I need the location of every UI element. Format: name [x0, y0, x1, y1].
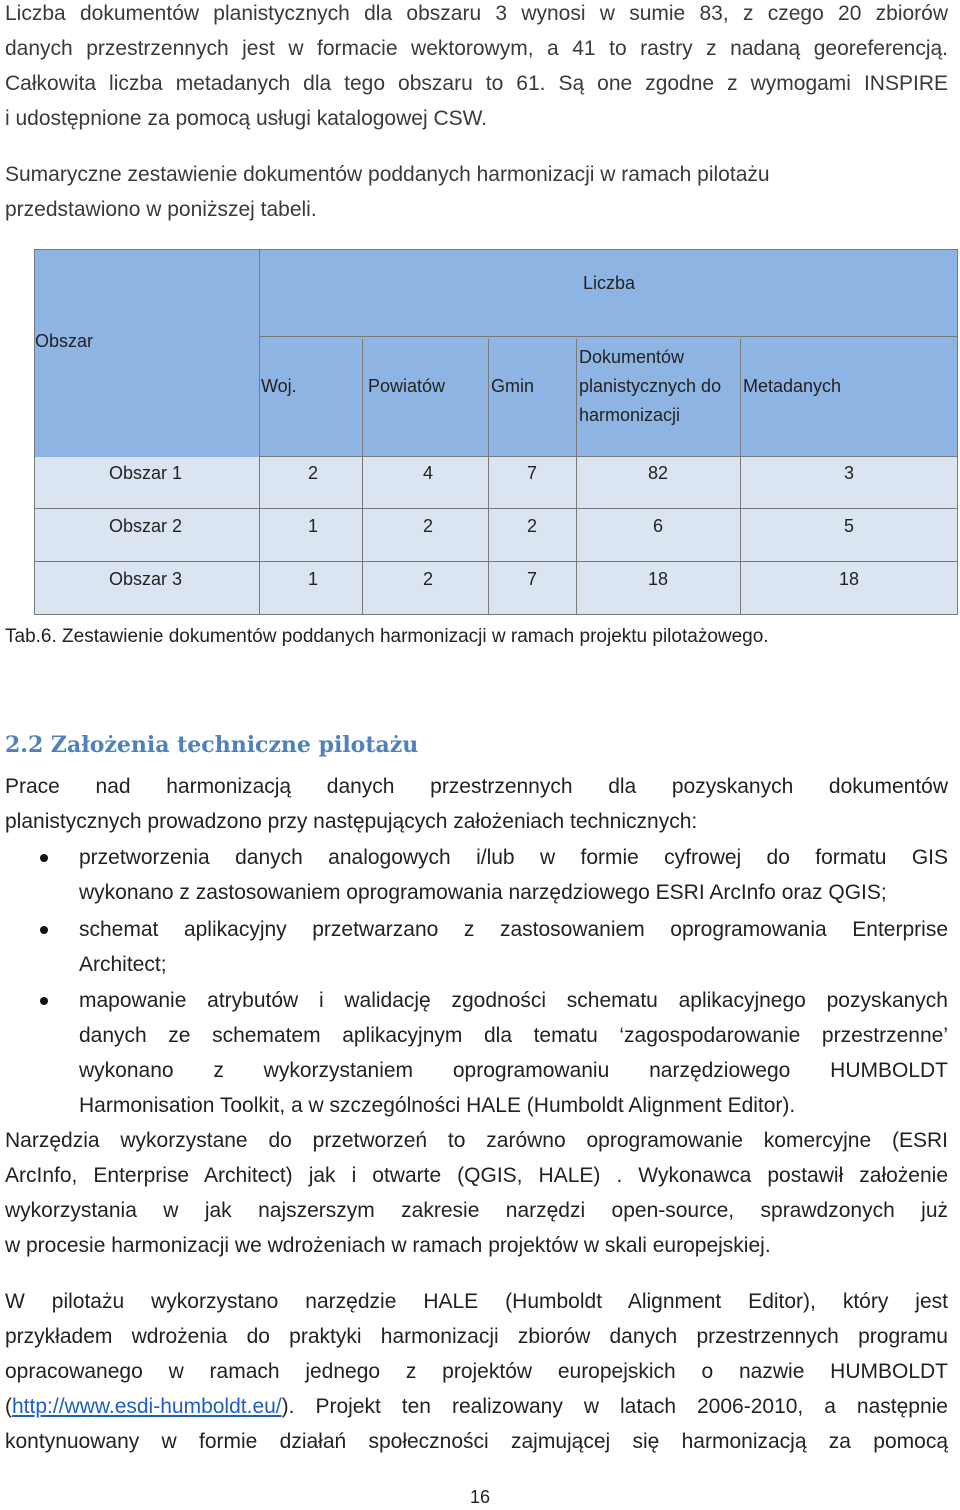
section-heading: 2.2 Założenia techniczne pilotażu	[5, 732, 419, 758]
table-cell: Obszar 3	[109, 569, 183, 589]
table-cell: 3	[844, 463, 855, 483]
col-header-planistycznych: planistycznych do	[579, 376, 722, 396]
link-open-paren: (	[5, 1395, 12, 1418]
table-cell: Obszar 2	[109, 516, 183, 536]
table-cell: 5	[844, 516, 855, 536]
table-cell: 18	[648, 569, 669, 589]
page-number: 16	[469, 1487, 491, 1507]
bullet-line: danych ze schematem aplikacyjnym dla tematu ‘zagospodarowanie przestrzenne’	[79, 1024, 948, 1047]
col-header-dokumentow: Dokumentów	[579, 347, 685, 367]
col-header-gmin: Gmin	[491, 376, 535, 396]
tools-line: Narzędzia wykorzystane do przetworzeń to zarówno oprogramowanie komercyjne (ESRI	[5, 1129, 948, 1152]
hale-link-line	[5, 1389, 948, 1424]
table-cell: 1	[308, 516, 319, 536]
table-cell: 2	[308, 463, 319, 483]
table-cell: 82	[648, 463, 669, 483]
section-intro-line: planistycznych prowadzono przy następujących założeniach technicznych:	[5, 810, 698, 833]
intro-line: i udostępnione za pomocą usługi katalogowej CSW.	[5, 107, 488, 130]
bullet-line: mapowanie atrybutów i walidację zgodności schematu aplikacyjnego pozyskanych	[79, 989, 948, 1012]
bullet-icon	[40, 854, 48, 862]
section-intro-line: Prace nad harmonizacją danych przestrzennych dla pozyskanych dokumentów	[5, 775, 948, 798]
bullet-line: schemat aplikacyjny przetwarzano z zastosowaniem oprogramowania Enterprise	[79, 918, 948, 941]
tools-line: ArcInfo, Enterprise Architect) jak i otwarte (QGIS, HALE) . Wykonawca postawił założenie	[5, 1164, 948, 1187]
col-header-harmonizacji: harmonizacji	[579, 405, 681, 425]
intro-line: Liczba dokumentów planistycznych dla obszaru 3 wynosi w sumie 83, z czego 20 zbiorów	[5, 2, 948, 25]
table-cell: 2	[423, 569, 434, 589]
col-header-metadanych: Metadanych	[743, 376, 842, 396]
tools-line: w procesie harmonizacji we wdrożeniach w ramach projektów w skali europejskiej.	[5, 1234, 771, 1257]
bullet-icon	[40, 926, 48, 934]
table-cell: 18	[839, 569, 860, 589]
summary-line: Sumaryczne zestawienie dokumentów poddanych harmonizacji w ramach pilotażu	[5, 163, 770, 186]
summary-line: przedstawiono w poniższej tabeli.	[5, 198, 317, 221]
bullet-line: wykonano z wykorzystaniem oprogramowaniu narzędziowego HUMBOLDT	[79, 1059, 948, 1082]
bullet-line: wykonano z zastosowaniem oprogramowania narzędziowego ESRI ArcInfo oraz QGIS;	[79, 881, 887, 904]
intro-line: danych przestrzennych jest w formacie wektorowym, a 41 to rastry z nadaną georeferencją.	[5, 37, 948, 60]
bullet-line: Harmonisation Toolkit, a w szczególności HALE (Humboldt Alignment Editor).	[79, 1094, 796, 1117]
intro-line: Całkowita liczba metadanych dla tego obszaru to 61. Są one zgodne z wymogami INSPIRE	[5, 72, 948, 95]
table-cell: 2	[423, 516, 434, 536]
hale-line: W pilotażu wykorzystano narzędzie HALE (Humboldt Alignment Editor), który jest	[5, 1290, 948, 1313]
col-header-powiatow: Powiatów	[368, 376, 446, 396]
summary-table	[34, 249, 958, 615]
table-cell: 6	[653, 516, 664, 536]
humboldt-link[interactable]: http://www.esdi-humboldt.eu/	[12, 1395, 282, 1418]
table-cell: 2	[527, 516, 538, 536]
table-cell: 7	[527, 569, 538, 589]
table-cell: Obszar 1	[109, 463, 183, 483]
table-header-background	[34, 249, 958, 457]
table-cell: 1	[308, 569, 319, 589]
table-cell: 4	[423, 463, 434, 483]
col-header-woj: Woj.	[261, 376, 297, 396]
bullet-icon	[40, 997, 48, 1005]
link-after-text: ). Projekt ten realizowany w latach 2006-2010, a następnie	[281, 1395, 948, 1418]
bullet-line: Architect;	[79, 953, 167, 976]
bullet-line: przetworzenia danych analogowych i/lub w formie cyfrowej do formatu GIS	[79, 846, 948, 869]
hale-line: opracowanego w ramach jednego z projektów europejskich o nazwie HUMBOLDT	[5, 1360, 948, 1383]
tools-line: wykorzystania w jak najszerszym zakresie narzędzi open-source, sprawdzonych już	[5, 1199, 948, 1222]
table-cell: 7	[527, 463, 538, 483]
hale-line: przykładem wdrożenia do praktyki harmonizacji zbiorów danych przestrzennych programu	[5, 1325, 948, 1348]
table-caption: Tab.6. Zestawienie dokumentów poddanych harmonizacji w ramach projektu pilotażowego.	[5, 626, 769, 647]
group-header-liczba: Liczba	[583, 273, 636, 293]
row-header-obszar: Obszar	[35, 331, 94, 351]
hale-line: kontynuowany w formie działań społeczności zajmującej się harmonizacją za pomocą	[5, 1430, 948, 1453]
